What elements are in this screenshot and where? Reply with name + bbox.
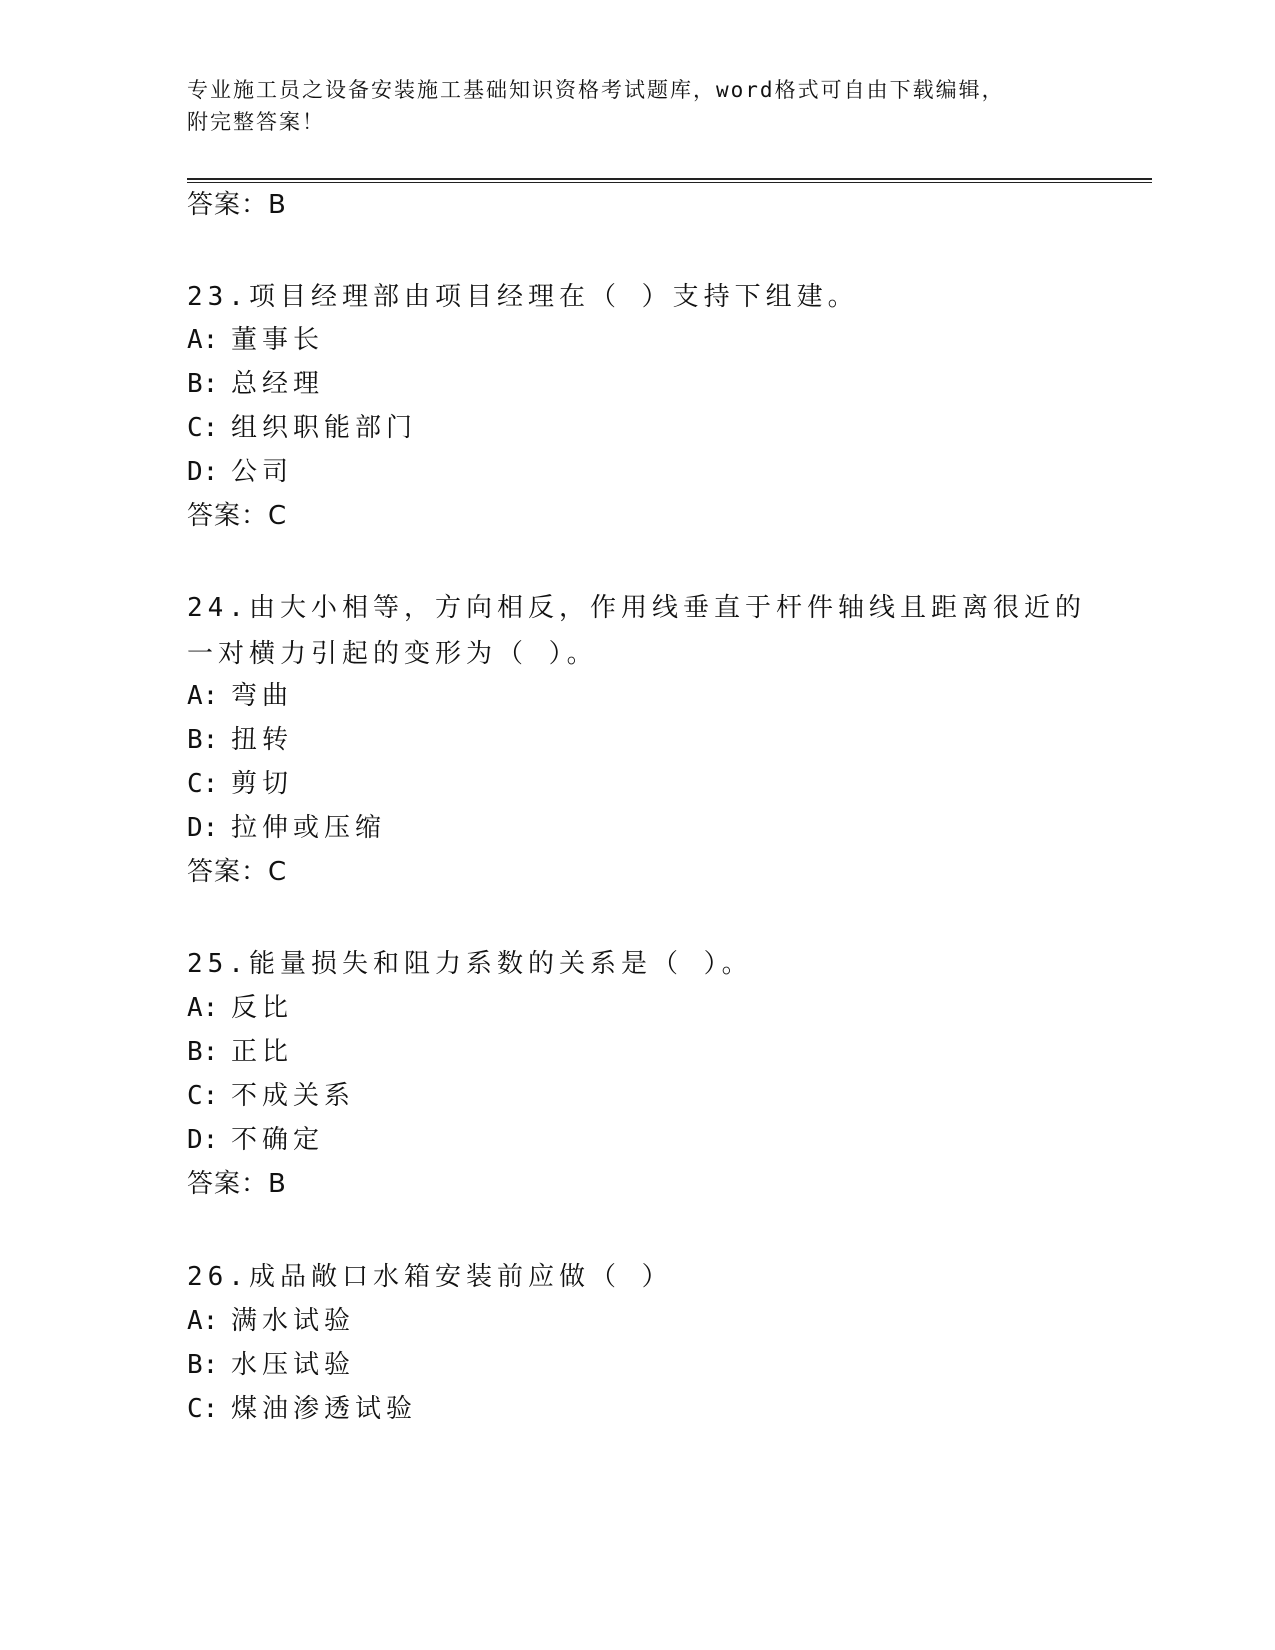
question-26-option-a bbox=[187, 1305, 355, 1337]
option-text: 董事长 bbox=[231, 325, 325, 355]
option-text: 剪切 bbox=[231, 769, 294, 799]
question-25-stem bbox=[187, 941, 1087, 987]
answer-value: B bbox=[268, 190, 287, 220]
question-23-option-b bbox=[187, 368, 324, 400]
option-letter: C: bbox=[187, 1081, 219, 1111]
option-letter: A: bbox=[187, 681, 219, 711]
question-text: 项目经理部由项目经理在（ ）支持下组建。 bbox=[248, 282, 859, 312]
option-letter: B: bbox=[187, 369, 219, 399]
option-letter: A: bbox=[187, 325, 219, 355]
question-24-option-c bbox=[187, 768, 293, 800]
option-text: 不确定 bbox=[231, 1125, 325, 1155]
question-24-option-b bbox=[187, 724, 293, 756]
option-text: 不成关系 bbox=[231, 1081, 356, 1111]
answer-value: C bbox=[268, 857, 288, 887]
question-number: 26. bbox=[187, 1262, 249, 1292]
option-letter: D: bbox=[187, 457, 219, 487]
question-26-option-b bbox=[187, 1349, 355, 1381]
answer-line-prev bbox=[187, 189, 287, 221]
question-number: 25. bbox=[187, 949, 249, 979]
question-25-answer bbox=[187, 1168, 287, 1200]
option-text: 拉伸或压缩 bbox=[231, 813, 387, 843]
header-line-2: 附完整答案！ bbox=[187, 110, 325, 134]
option-letter: C: bbox=[187, 1394, 219, 1424]
option-text: 水压试验 bbox=[231, 1350, 356, 1380]
question-text: 由大小相等，方向相反，作用线垂直于杆件轴线且距离很近的一对横力引起的变形为（ ）。 bbox=[187, 593, 1086, 669]
question-23-option-a bbox=[187, 324, 324, 356]
option-text: 满水试验 bbox=[231, 1306, 356, 1336]
question-23-stem bbox=[187, 274, 1087, 320]
option-letter: A: bbox=[187, 993, 219, 1023]
question-25-option-a bbox=[187, 992, 293, 1024]
header-divider bbox=[187, 178, 1152, 183]
question-25-option-d bbox=[187, 1124, 324, 1156]
question-23-answer bbox=[187, 500, 287, 532]
option-letter: B: bbox=[187, 725, 219, 755]
answer-label: 答案： bbox=[187, 501, 269, 531]
question-26-stem bbox=[187, 1254, 1087, 1300]
option-letter: D: bbox=[187, 813, 219, 843]
question-23-option-d bbox=[187, 456, 293, 488]
option-text: 公司 bbox=[231, 457, 294, 487]
question-23-option-c bbox=[187, 412, 417, 444]
question-24-answer bbox=[187, 856, 287, 888]
question-25-option-c bbox=[187, 1080, 355, 1112]
question-number: 24. bbox=[187, 593, 249, 623]
question-text: 成品敞口水箱安装前应做（ ） bbox=[248, 1262, 673, 1292]
question-26-option-c bbox=[187, 1393, 417, 1425]
option-text: 煤油渗透试验 bbox=[231, 1394, 418, 1424]
option-text: 正比 bbox=[231, 1037, 294, 1067]
question-24-stem bbox=[187, 585, 1087, 677]
answer-label: 答案： bbox=[187, 1169, 269, 1199]
question-number: 23. bbox=[187, 282, 249, 312]
option-letter: C: bbox=[187, 769, 219, 799]
header-line-1: 专业施工员之设备安装施工基础知识资格考试题库，word格式可自由下载编辑， bbox=[187, 78, 1005, 102]
answer-value: B bbox=[268, 1169, 287, 1199]
question-24-option-a bbox=[187, 680, 293, 712]
option-letter: A: bbox=[187, 1306, 219, 1336]
question-24-option-d bbox=[187, 812, 386, 844]
question-25-option-b bbox=[187, 1036, 293, 1068]
answer-label: 答案： bbox=[187, 857, 269, 887]
option-letter: B: bbox=[187, 1037, 219, 1067]
option-letter: B: bbox=[187, 1350, 219, 1380]
option-letter: D: bbox=[187, 1125, 219, 1155]
option-text: 组织职能部门 bbox=[231, 413, 418, 443]
question-text: 能量损失和阻力系数的关系是（ ）。 bbox=[248, 949, 753, 979]
document-header bbox=[187, 74, 1087, 138]
option-text: 扭转 bbox=[231, 725, 294, 755]
option-text: 反比 bbox=[231, 993, 294, 1023]
answer-label: 答案： bbox=[187, 190, 269, 220]
option-text: 总经理 bbox=[231, 369, 325, 399]
option-text: 弯曲 bbox=[231, 681, 294, 711]
answer-value: C bbox=[268, 501, 288, 531]
option-letter: C: bbox=[187, 413, 219, 443]
